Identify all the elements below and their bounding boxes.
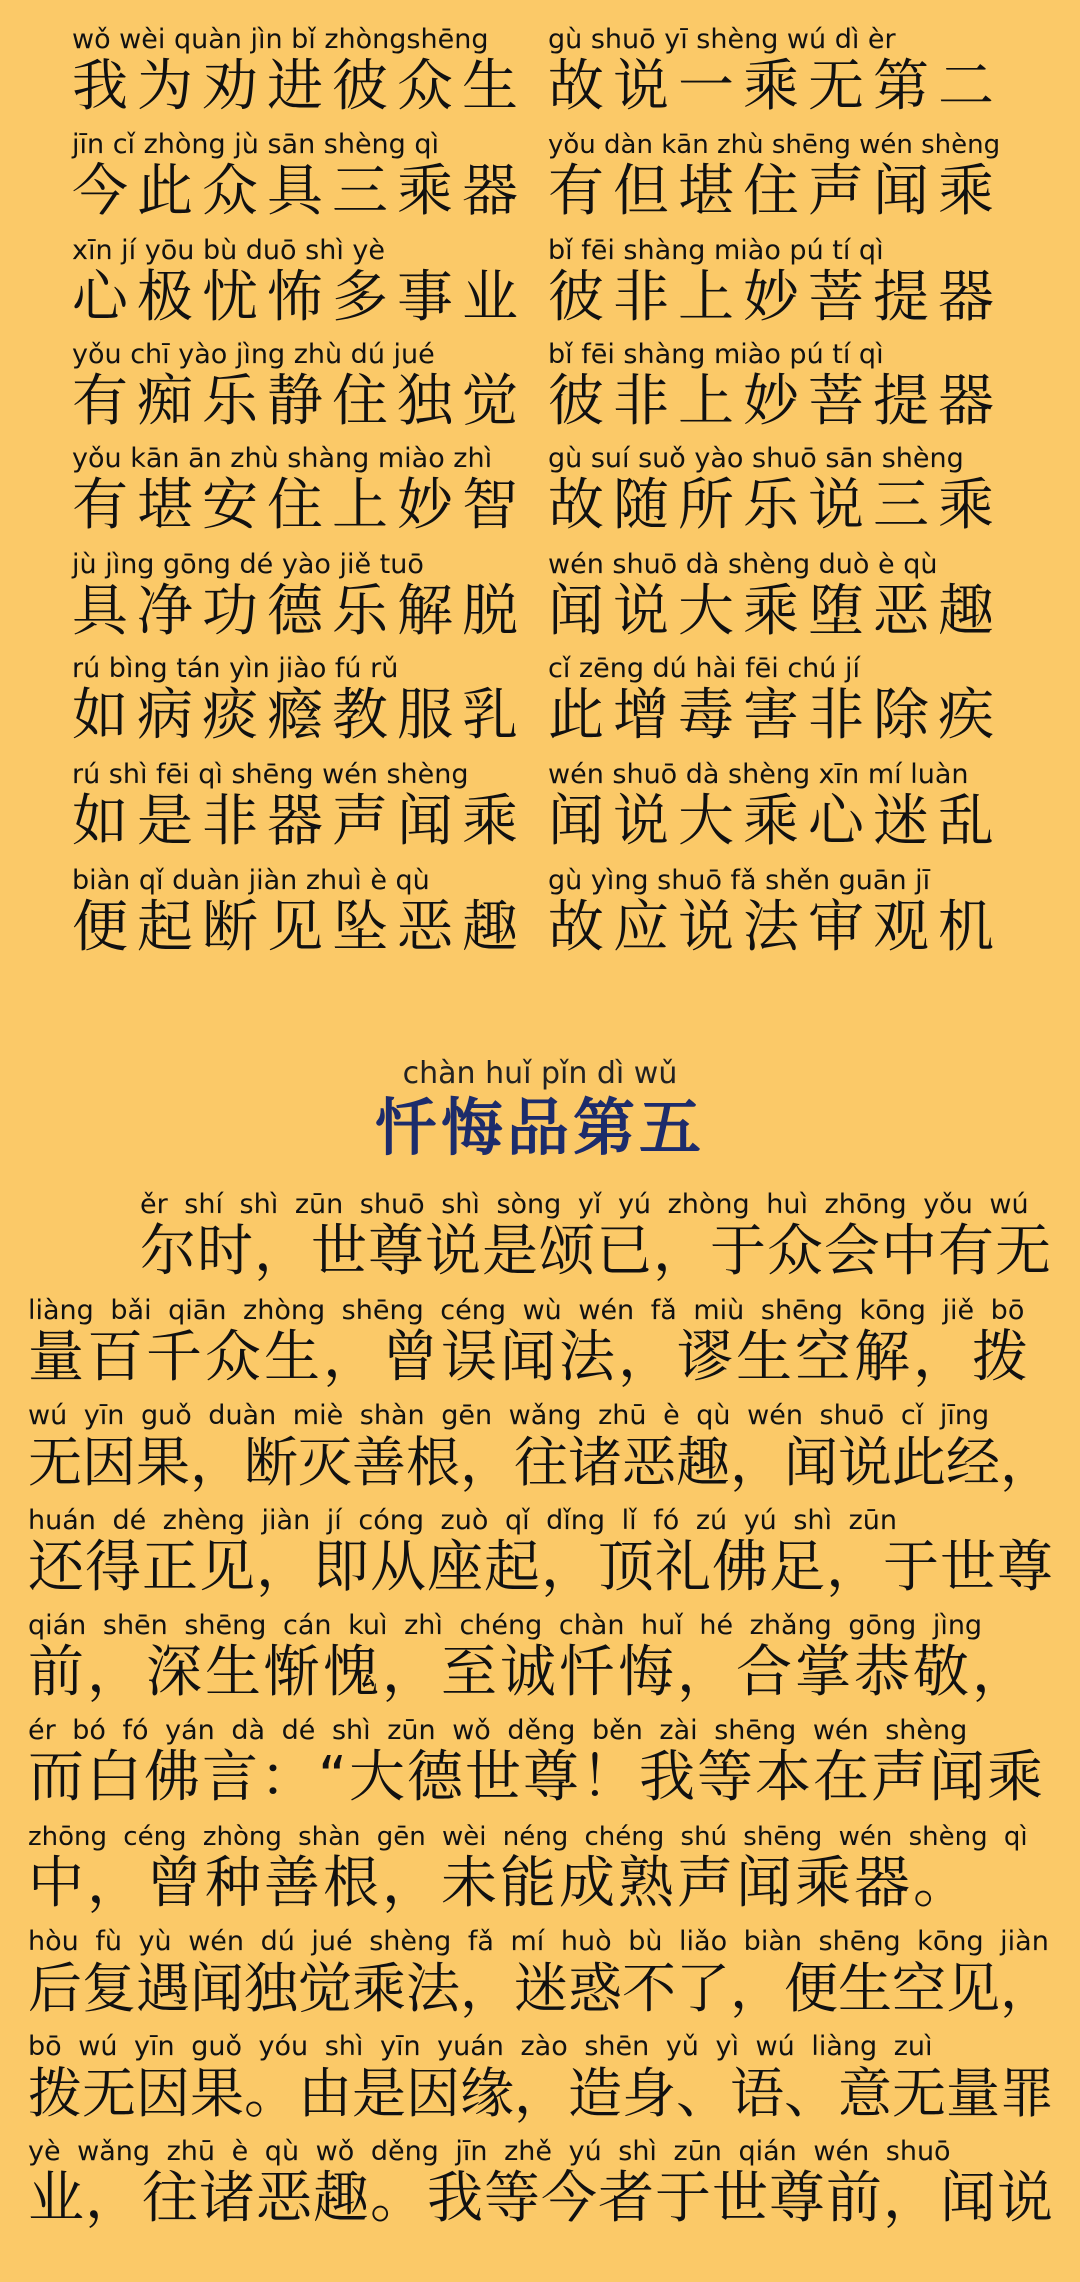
- prose-hanzi: 中，曾种善根，未能成熟声闻乘器。: [28, 1851, 972, 1916]
- verse-right-line: [548, 866, 1008, 970]
- verse-right-pinyin: yǒu dàn kān zhù shēng wén shèng: [548, 130, 1001, 160]
- verse-right-pinyin: gù shuō yī shèng wú dì èr: [548, 24, 896, 55]
- prose-line: [28, 1716, 1058, 1820]
- prose-line: [28, 2032, 1058, 2136]
- verse-right-line: [548, 340, 1008, 444]
- prose-line: [28, 1927, 1058, 2031]
- verse-left-line: [72, 760, 532, 864]
- verse-right-hanzi: 故随所乐说三乘: [548, 473, 1003, 538]
- prose-line: [28, 2137, 1058, 2241]
- verse-left-pinyin: xīn jí yōu bù duō shì yè: [72, 235, 385, 266]
- verse-left-pinyin: yǒu chī yào jìng zhù dú jué: [72, 339, 435, 370]
- verse-right-pinyin: wén shuō dà shèng duò è qù: [548, 549, 938, 580]
- prose-hanzi: 后复遇闻独觉乘法，迷惑不了，便生空见，: [28, 1957, 1054, 2020]
- verse-right-pinyin: gù suí suǒ yào shuō sān shèng: [548, 443, 964, 474]
- verse-right-hanzi: 此增毒害非除疾: [548, 683, 1003, 748]
- verse-right-hanzi: 故说一乘无第二: [548, 54, 1003, 119]
- prose-pinyin: bō wú yīn guǒ yóu shì yīn yuán zào shēn yǔ yì wú liàng zuì: [28, 2031, 933, 2062]
- verse-left-line: [72, 236, 532, 340]
- chapter-title-pinyin: chàn huǐ pǐn dì wǔ: [402, 1056, 678, 1091]
- verse-right-hanzi: 闻说大乘堕恶趣: [548, 579, 1003, 644]
- prose-hanzi: 量百千众生，曾误闻法，谬生空解，拨: [28, 1325, 1031, 1390]
- prose-hanzi: 业，往诸恶趣。我等今者于世尊前，闻说: [28, 2166, 1054, 2231]
- verse-left-line: [72, 130, 532, 234]
- verse-left-hanzi: 有堪安住上妙智: [72, 473, 527, 538]
- verse-left-hanzi: 如病痰癊教服乳: [72, 683, 527, 748]
- verse-left-hanzi: 便起断见坠恶趣: [72, 895, 527, 960]
- prose-pinyin: hòu fù yù wén dú jué shèng fǎ mí huò bù liǎo biàn shēng kōng jiàn: [28, 1926, 1049, 1957]
- verse-right-line: [548, 444, 1008, 548]
- chapter-title: 忏悔品第五: [374, 1091, 705, 1164]
- prose-line: [140, 1190, 1060, 1294]
- verse-right-hanzi: 闻说大乘心迷乱: [548, 789, 1003, 854]
- prose-pinyin: ěr shí shì zūn shuō shì sòng yǐ yú zhòng huì zhōng yǒu wú: [140, 1189, 1029, 1220]
- verse-right-hanzi: 故应说法审观机: [548, 895, 1003, 960]
- verse-left-pinyin: yǒu kān ān zhù shàng miào zhì: [72, 443, 493, 474]
- verse-left-pinyin: biàn qǐ duàn jiàn zhuì è qù: [72, 865, 430, 896]
- verse-right-pinyin: bǐ fēi shàng miào pú tí qì: [548, 235, 884, 266]
- verse-left-hanzi: 心极忧怖多事业: [72, 265, 527, 330]
- verse-right-pinyin: bǐ fēi shàng miào pú tí qì: [548, 339, 884, 370]
- verse-right-pinyin: wén shuō dà shèng xīn mí luàn: [548, 759, 969, 790]
- verse-left-hanzi: 今此众具三乘器: [72, 159, 527, 224]
- prose-hanzi: 尔时，世尊说是颂已，于众会中有无: [140, 1219, 1052, 1284]
- verse-left-hanzi: 我为劝进彼众生: [72, 54, 527, 119]
- verse-left-line: [72, 654, 532, 758]
- verse-left-line: [72, 340, 532, 444]
- prose-hanzi: 还得正见，即从座起，顶礼佛足，于世尊: [28, 1535, 1054, 1600]
- verse-left-pinyin: rú shì fēi qì shēng wén shèng: [72, 759, 469, 790]
- prose-line: [28, 1401, 1058, 1505]
- verse-left-line: [72, 25, 532, 129]
- prose-pinyin: ér bó fó yán dà dé shì zūn wǒ děng běn zài shēng wén shèng: [28, 1715, 968, 1746]
- verse-right-hanzi: 彼非上妙菩提器: [548, 369, 1003, 434]
- verse-right-line: [548, 25, 1008, 129]
- prose-line: [28, 1506, 1058, 1610]
- prose-pinyin: huán dé zhèng jiàn jí cóng zuò qǐ dǐng lǐ fó zú yú shì zūn: [28, 1505, 898, 1536]
- verse-left-hanzi: 具净功德乐解脱: [72, 579, 527, 644]
- prose-pinyin: zhōng céng zhòng shàn gēn wèi néng chéng shú shēng wén shèng qì: [28, 1822, 1028, 1852]
- verse-left-pinyin: jīn cǐ zhòng jù sān shèng qì: [72, 129, 440, 160]
- verse-right-line: [548, 550, 1008, 654]
- prose-pinyin: wú yīn guǒ duàn miè shàn gēn wǎng zhū è qù wén shuō cǐ jīng: [28, 1400, 990, 1431]
- verse-left-pinyin: wǒ wèi quàn jìn bǐ zhòngshēng: [72, 24, 489, 55]
- verse-left-pinyin: rú bìng tán yìn jiào fú rǔ: [72, 653, 399, 684]
- prose-line: [28, 1611, 1058, 1715]
- verse-right-line: [548, 130, 1008, 234]
- prose-hanzi: 而白佛言：“大德世尊！我等本在声闻乘: [28, 1745, 1046, 1810]
- prose-hanzi: 前，深生惭愧，至诚忏悔，合掌恭敬，: [28, 1640, 1031, 1705]
- prose-line: [28, 1822, 1058, 1926]
- verse-right-hanzi: 有但堪住声闻乘: [548, 159, 1003, 224]
- verse-left-line: [72, 444, 532, 548]
- verse-right-line: [548, 760, 1008, 864]
- prose-pinyin: liàng bǎi qiān zhòng shēng céng wù wén fǎ miù shēng kōng jiě bō: [28, 1295, 1025, 1326]
- prose-line: [28, 1296, 1058, 1400]
- verse-right-pinyin: cǐ zēng dú hài fēi chú jí: [548, 653, 860, 684]
- prose-hanzi: 拨无因果。由是因缘，造身、语、意无量罪: [28, 2062, 1054, 2125]
- verse-left-pinyin: jù jìng gōng dé yào jiě tuō: [72, 549, 424, 580]
- verse-left-hanzi: 如是非器声闻乘: [72, 789, 527, 854]
- verse-left-line: [72, 550, 532, 654]
- prose-pinyin: yè wǎng zhū è qù wǒ děng jīn zhě yú shì zūn qián wén shuō: [28, 2136, 951, 2167]
- prose-hanzi: 无因果，断灭善根，往诸恶趣，闻说此经，: [28, 1431, 1054, 1494]
- verse-right-line: [548, 654, 1008, 758]
- prose-pinyin: qián shēn shēng cán kuì zhì chéng chàn huǐ hé zhǎng gōng jìng: [28, 1610, 983, 1641]
- verse-right-pinyin: gù yìng shuō fǎ shěn guān jī: [548, 865, 931, 896]
- verse-left-hanzi: 有痴乐静住独觉: [72, 369, 527, 434]
- verse-right-hanzi: 彼非上妙菩提器: [548, 265, 1003, 330]
- verse-right-line: [548, 236, 1008, 340]
- verse-left-line: [72, 866, 532, 970]
